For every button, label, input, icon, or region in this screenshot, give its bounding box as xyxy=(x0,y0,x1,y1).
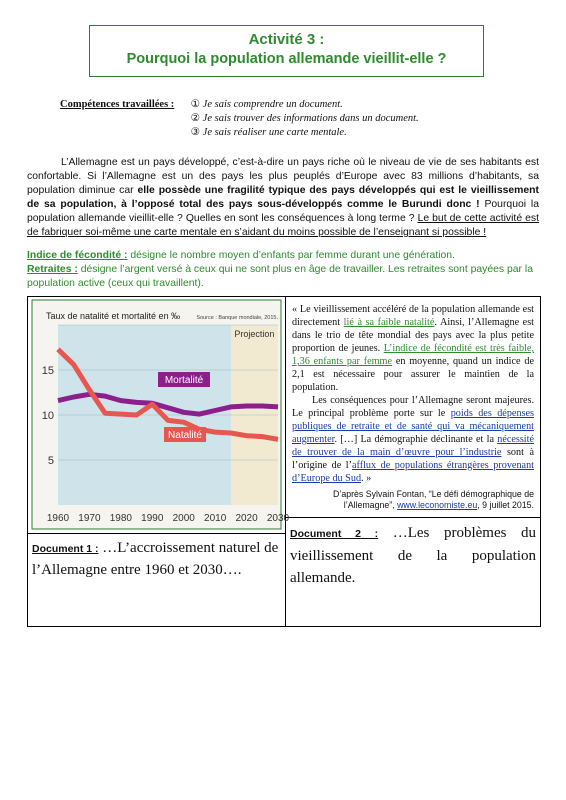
chart-source: Source : Banque mondiale, 2015. xyxy=(196,315,278,321)
retraites-label: Retraites : xyxy=(27,264,78,275)
doc2-source: D’après Sylvain Fontan, “Le défi démographique de l’Allemagne”, www.leconomiste.eu, 9 juillet 2015. xyxy=(333,489,534,510)
competence-num-2: ② xyxy=(190,113,201,124)
doc2-quote: « Le vieillissement accéléré de la population allemande est directement lié à sa faible natalité. Ainsi, l’Allemagne est dans le trio de tête mondial des pays avec la plus petite proportion de jeunes. L’indice de fécondité est très faible, 1,36 enfants par femme en moyenne, quand un indice de 2,1 est nécessaire pour assurer le maintien de la population. Les conséquences pour l’Allemagne seront majeures. Le principal problème porte sur le poids des dépenses publiques de retraite et de santé qui va mécaniquement augmenter. […] La démographie déclinante et la nécessité de trouver de la main d’œuvre pour l’industrie sont à l’origine de l’afflux de populations étrangères provenant d’Europe du Sud. » xyxy=(292,304,534,484)
y-tick-label: 15 xyxy=(41,365,54,377)
definitions xyxy=(27,249,539,291)
y-tick-label: 5 xyxy=(47,455,54,467)
x-tick-label: 1970 xyxy=(78,513,101,524)
projection-label: Projection xyxy=(234,329,275,339)
intro-goal: Le but de cette activité est de fabriquer soi-même une carte mentale en s’aidant du moins possible de l’enseignant si possible ! xyxy=(27,213,539,238)
activity-number: Activité 3 : xyxy=(248,31,325,48)
activity-question: Pourquoi la population allemande vieillit-elle ? xyxy=(126,51,447,67)
competence-1: Je sais comprendre un document. xyxy=(202,99,343,110)
retraites-text: désigne l’argent versé à ceux qui ne sont plus en âge de travailler. Les retraites sont payées par la population active (ceux qui travaillent). xyxy=(27,264,533,289)
doc1-caption-cell xyxy=(28,534,286,627)
doc2-label: Document 2 : xyxy=(290,528,379,540)
fecondite-label: Indice de fécondité : xyxy=(27,250,128,261)
doc1-caption: Document 1 : …L’accroissement naturel de l’Allemagne entre 1960 et 2030…. xyxy=(32,540,279,578)
x-tick-label: 2020 xyxy=(235,513,258,524)
link-faible-natalite: lié à sa faible natalité xyxy=(343,317,435,328)
documents-table xyxy=(27,296,541,627)
competence-2: Je sais trouver des informations dans un document. xyxy=(202,113,419,124)
title-box xyxy=(89,25,484,77)
competence-num-3: ③ xyxy=(190,127,201,138)
x-tick-label: 1990 xyxy=(141,513,164,524)
chart-title: Taux de natalité et mortalité en ‰ xyxy=(46,311,181,321)
link-main-oeuvre: nécessité de trouver de la main d’œuvre pour l’industrie xyxy=(292,434,534,458)
fecondite-text: désigne le nombre moyen d’enfants par femme durant une génération. xyxy=(127,250,455,261)
doc1-label: Document 1 : xyxy=(32,543,99,555)
doc2-caption: Document 2 : …Les problèmes du vieillissement de la population allemande. xyxy=(290,525,537,586)
x-tick-label: 2030 xyxy=(266,513,290,524)
x-tick-label: 1980 xyxy=(109,513,132,524)
competence-3: Je sais réaliser une carte mentale. xyxy=(202,127,347,138)
intro-bold: elle possède une fragilité typique des pays développés qui est le vieillissement de sa population, à l’opposé total des pays sous-développés comme le Burundi donc ! xyxy=(27,185,539,210)
competences-label: Compétences travaillées : xyxy=(60,99,175,110)
y-tick-label: 10 xyxy=(41,410,54,422)
x-tick-label: 2000 xyxy=(172,513,195,524)
natalite-mortalite-chart xyxy=(28,297,290,533)
source-link[interactable]: www.leconomiste.eu xyxy=(397,500,478,510)
competence-num-1: ① xyxy=(190,99,201,110)
x-tick-label: 2010 xyxy=(204,513,227,524)
legend-natalite: Natalité xyxy=(168,430,202,441)
x-tick-label: 1960 xyxy=(46,513,70,524)
link-indice-fecondite: L’indice de fécondité est très faible, 1,36 enfants par femme xyxy=(292,343,534,367)
doc2-cell xyxy=(286,297,541,627)
competences xyxy=(60,98,419,140)
intro-paragraph: L’Allemagne est un pays développé, c’est-à-dire un pays riche où le niveau de vie de ses habitants est confortable. Si l’Allemagne est un des pays les plus peuplés d’Europe avec 83 millions d’habitants, sa population diminue car elle possède une fragilité typique des pays développés qui est le vieillissement de sa population, à l’opposé total des pays sous-développés comme le Burundi donc ! Pourquoi la population allemande vieillit-elle ? Quelles en sont les conséquences à long terme ? Le but de cette activité est de fabriquer soi-même une carte mentale en s’aidant du moins possible de l’enseignant si possible ! xyxy=(27,157,539,238)
link-afflux: afflux de populations étrangères provenant d’Europe du Sud xyxy=(292,460,534,484)
legend-mortalite: Mortalité xyxy=(164,375,204,386)
link-depenses: poids des dépenses publiques de retraite et de santé qui va mécaniquement augmenter xyxy=(292,408,534,445)
doc1-chart-cell xyxy=(28,297,290,534)
